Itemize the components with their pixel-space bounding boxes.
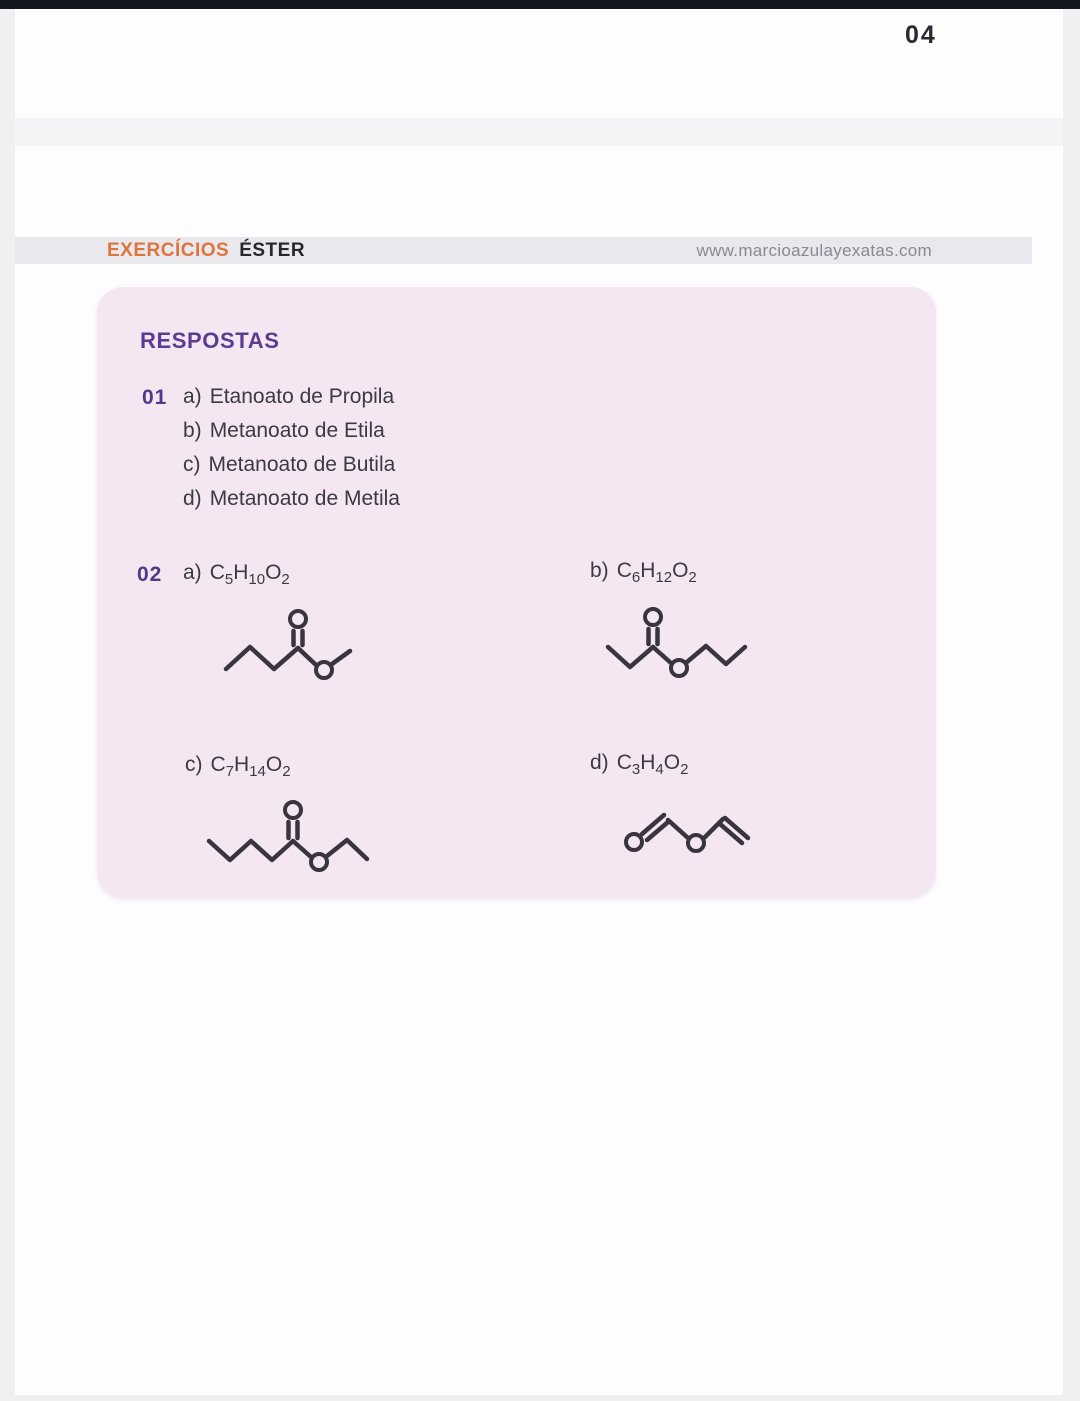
ester-bond	[298, 648, 316, 665]
answers-title: RESPOSTAS	[140, 328, 280, 353]
molecular-formula-b	[590, 559, 697, 586]
question-02-number: 02	[137, 563, 163, 586]
subscript: 2	[281, 571, 290, 589]
answer-item-text: Metanoato de Etila	[209, 419, 385, 442]
answer-item-text: Etanoato de Propila	[209, 385, 395, 408]
answer-item-label: c)	[183, 453, 201, 476]
subscript: 12	[655, 569, 673, 587]
skeletal-structure-propyl-propanoate	[600, 601, 770, 679]
element-symbol: C	[209, 561, 225, 584]
carbonyl-oxygen-atom	[645, 609, 661, 625]
document-page	[15, 9, 1063, 1395]
subscript: 2	[680, 761, 689, 779]
propyl-chain-bond	[687, 646, 745, 664]
ester-oxygen-atom	[316, 662, 332, 678]
carbon-chain-bond	[209, 841, 293, 860]
answer-item	[183, 380, 400, 414]
answer-item-label: d)	[183, 487, 202, 510]
answer-item-text: Metanoato de Butila	[208, 453, 396, 476]
ester-bond	[653, 647, 671, 663]
molecular-formula-d	[590, 751, 688, 778]
exercise-header-band	[15, 237, 1032, 264]
carbon-chain-bond	[608, 647, 653, 667]
answer-item-label: b)	[183, 419, 202, 442]
subscript: 14	[249, 763, 266, 781]
subscript: 3	[631, 761, 641, 779]
answer-item-label: a)	[183, 561, 202, 584]
double-bond-line	[720, 824, 742, 843]
ester-oxygen-atom	[671, 660, 687, 676]
subscript: 2	[282, 763, 291, 781]
carbonyl-oxygen-atom	[290, 611, 306, 627]
skeletal-structure-methyl-butanoate	[220, 605, 355, 683]
element-symbol: O	[663, 751, 681, 774]
ester-oxygen-atom	[688, 835, 704, 851]
element-symbol: O	[265, 753, 283, 776]
subscript: 6	[631, 569, 641, 587]
answer-item	[183, 448, 400, 482]
page-number: 04	[905, 21, 937, 49]
carbon-chain-bond	[226, 647, 298, 669]
answer-item-text: Metanoato de Metila	[209, 487, 400, 510]
answer-item-label: c)	[185, 753, 203, 776]
question-01-number: 01	[142, 386, 168, 409]
skeletal-structure-vinyl-formate	[622, 800, 757, 855]
top-black-bar	[0, 0, 1080, 9]
page-separator-band	[15, 118, 1063, 146]
element-symbol: O	[672, 559, 689, 582]
header-topic-label: ÉSTER	[239, 239, 306, 261]
answer-item-label: a)	[183, 385, 202, 408]
answer-item-label: d)	[590, 751, 609, 774]
element-symbol: H	[640, 559, 656, 582]
subscript: 10	[248, 571, 266, 589]
element-symbol: H	[234, 753, 250, 776]
element-symbol: H	[640, 751, 656, 774]
element-symbol: O	[265, 561, 282, 584]
subscript: 5	[224, 571, 234, 589]
answer-item	[183, 414, 400, 448]
answer-item	[183, 482, 400, 516]
element-symbol: C	[210, 753, 226, 776]
element-symbol: H	[233, 561, 249, 584]
ester-oxygen-atom	[311, 854, 327, 870]
carbonyl-oxygen-atom	[285, 802, 301, 818]
subscript: 2	[688, 569, 697, 587]
answers-panel	[97, 287, 936, 898]
element-symbol: C	[616, 751, 632, 774]
ethyl-chain-bond	[327, 840, 367, 859]
question-01-answer-list	[183, 380, 400, 516]
element-symbol: C	[616, 559, 632, 582]
methyl-bond	[332, 651, 350, 664]
header-category-label: EXERCÍCIOS	[107, 239, 230, 261]
ester-bond	[293, 841, 311, 857]
molecular-formula-c	[185, 753, 291, 780]
double-bond-line	[725, 818, 748, 838]
subscript: 7	[225, 763, 235, 781]
answer-item-label: b)	[590, 559, 609, 582]
molecular-formula-a	[183, 561, 290, 588]
ester-bond	[668, 820, 688, 838]
carbonyl-oxygen-atom	[626, 834, 642, 850]
subscript: 4	[655, 761, 664, 779]
skeletal-structure-ethyl-pentanoate	[203, 793, 388, 875]
website-url: www.marcioazulayexatas.com	[696, 240, 932, 260]
